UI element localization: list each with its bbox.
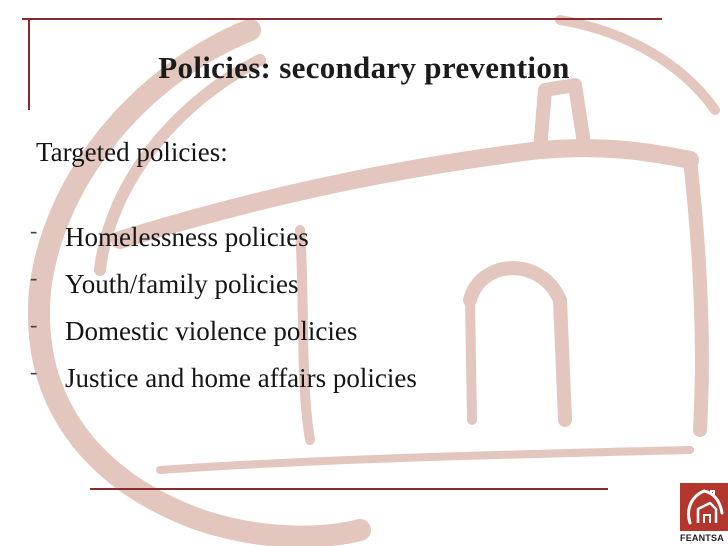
- bullet-marker: -: [30, 218, 38, 243]
- bottom-border-line: [90, 488, 608, 490]
- feantsa-logo: [680, 483, 728, 546]
- bullet-marker: -: [30, 359, 38, 384]
- bullet-text: Homelessness policies: [65, 222, 309, 252]
- logo-mark: [680, 483, 728, 531]
- slide-title: Policies: secondary prevention: [158, 50, 570, 85]
- intro-text: Targeted policies:: [36, 137, 228, 167]
- bullet-text: Domestic violence policies: [65, 316, 358, 346]
- logo-text: FEANTSA: [680, 533, 724, 543]
- bullet-marker: -: [30, 265, 38, 290]
- bullet-text: Youth/family policies: [65, 269, 299, 299]
- bullet-text: Justice and home affairs policies: [65, 363, 417, 393]
- bullet-marker: -: [30, 312, 38, 337]
- top-border-line: [22, 18, 662, 20]
- house-logo-icon: [680, 483, 728, 531]
